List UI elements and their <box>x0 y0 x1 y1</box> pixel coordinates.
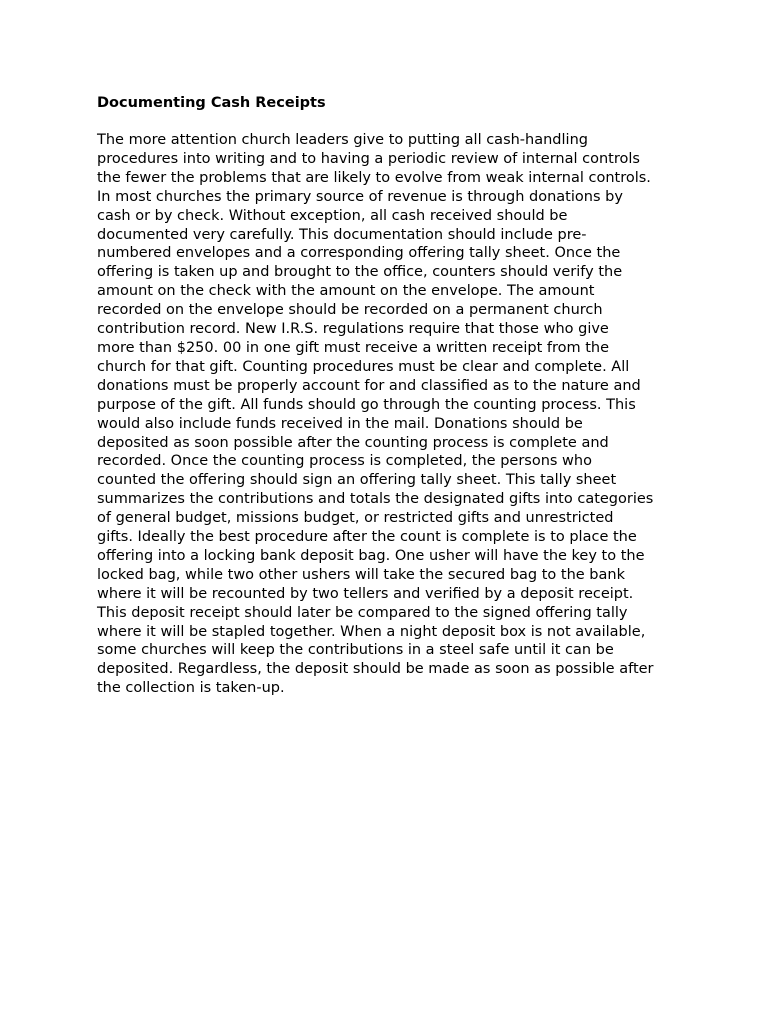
body-line: the fewer the problems that are likely to evolve from weak internal controls. <box>97 169 651 186</box>
body-line: deposited. Regardless, the deposit should be made as soon as possible after <box>97 661 654 678</box>
body-line: where it will be recounted by two tellers and verified by a deposit receipt. <box>97 585 634 602</box>
body-line: locked bag, while two other ushers will take the secured bag to the bank <box>97 566 625 583</box>
body-line: some churches will keep the contributions in a steel safe until it can be <box>97 642 614 659</box>
body-line: church for that gift. Counting procedures must be clear and complete. All <box>97 358 630 375</box>
body-line: deposited as soon possible after the counting process is complete and <box>97 434 609 451</box>
body-line: purpose of the gift. All funds should go through the counting process. This <box>97 396 636 413</box>
body-line: recorded on the envelope should be recorded on a permanent church <box>97 302 603 319</box>
body-line: In most churches the primary source of revenue is through donations by <box>97 188 623 205</box>
body-line: offering is taken up and brought to the office, counters should verify the <box>97 264 623 281</box>
body-line: where it will be stapled together. When a night deposit box is not available, <box>97 623 646 640</box>
body-line: The more attention church leaders give to putting all cash-handling <box>97 132 588 148</box>
body-line: gifts. Ideally the best procedure after the count is complete is to place the <box>97 529 637 546</box>
document-title: Documenting Cash Receipts <box>97 95 326 111</box>
body-line: documented very carefully. This documentation should include pre- <box>97 226 587 243</box>
body-line: offering into a locking bank deposit bag. One usher will have the key to the <box>97 547 645 564</box>
body-line: cash or by check. Without exception, all cash received should be <box>97 207 568 224</box>
body-line: This deposit receipt should later be compared to the signed offering tally <box>97 604 628 621</box>
body-line: of general budget, missions budget, or restricted gifts and unrestricted <box>97 510 614 527</box>
body-line: the collection is taken-up. <box>97 680 285 697</box>
body-line: summarizes the contributions and totals the designated gifts into categories <box>97 491 654 508</box>
body-line: contribution record. New I.R.S. regulations require that those who give <box>97 321 609 338</box>
body-line: procedures into writing and to having a periodic review of internal controls <box>97 150 640 167</box>
body-line: more than $250. 00 in one gift must receive a written receipt from the <box>97 339 610 356</box>
body-line: would also include funds received in the mail. Donations should be <box>97 415 583 432</box>
document-body-paragraph <box>97 131 697 698</box>
body-line: recorded. Once the counting process is completed, the persons who <box>97 453 592 470</box>
body-line: donations must be properly account for and classified as to the nature and <box>97 377 641 394</box>
body-line: numbered envelopes and a corresponding offering tally sheet. Once the <box>97 245 621 262</box>
body-line: counted the offering should sign an offering tally sheet. This tally sheet <box>97 472 617 489</box>
body-line: amount on the check with the amount on the envelope. The amount <box>97 283 595 300</box>
